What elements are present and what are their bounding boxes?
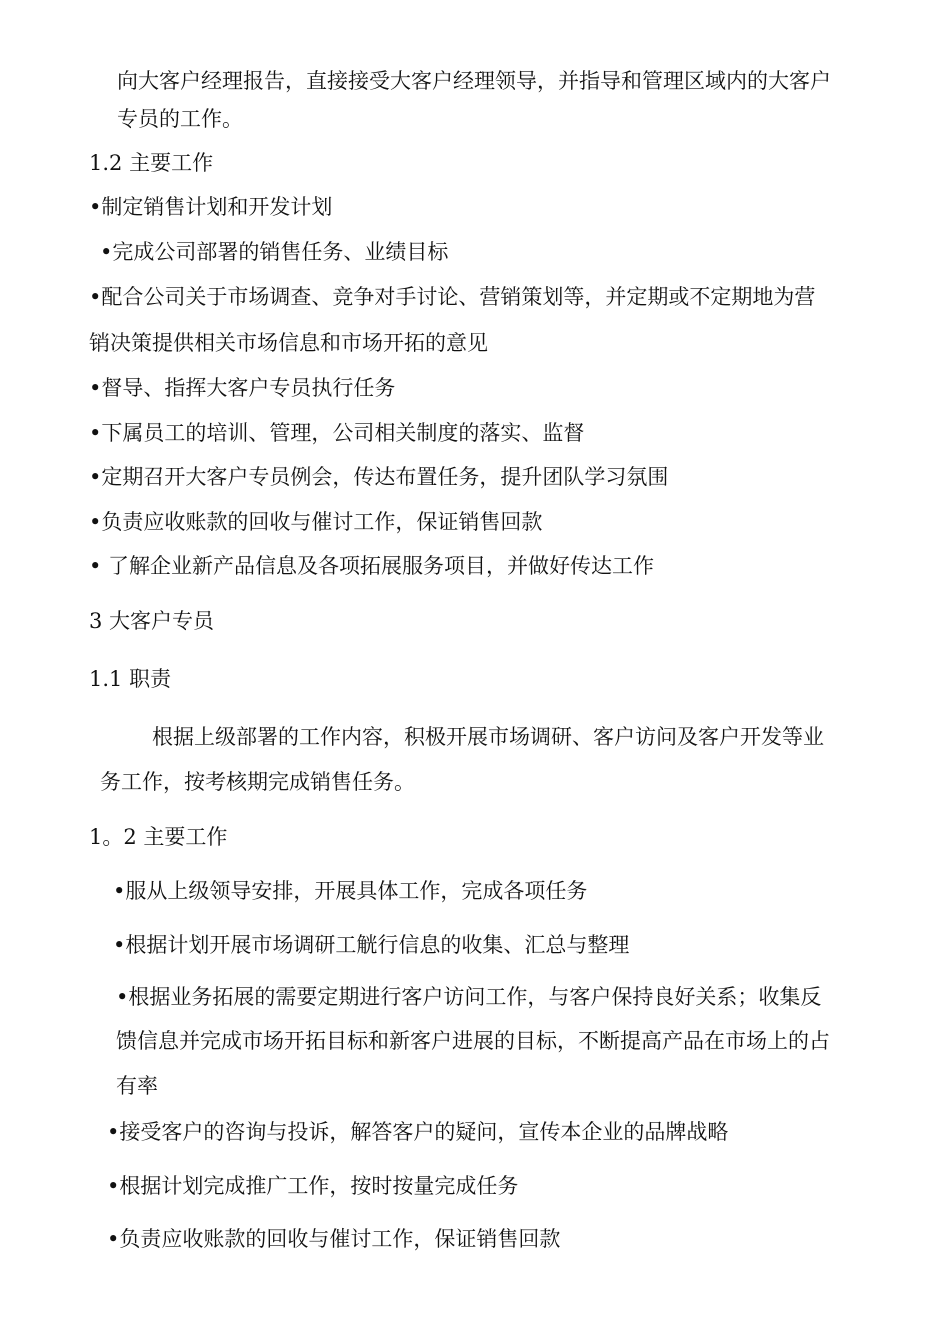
list-item: •负责应收账款的回收与催讨工作，保证销售回款 [89, 510, 543, 534]
intro-line-1: 向大客户经理报告，直接接受大客户经理领导，并指导和管理区域内的大客户 [117, 69, 831, 93]
list-item: •负责应收账款的回收与催讨工作，保证销售回款 [107, 1227, 561, 1251]
list-item-continuation: 有率 [116, 1074, 158, 1098]
section-heading-key-account-specialist: 3 大客户专员 [89, 609, 215, 633]
list-item: •配合公司关于市场调查、竞争对手讨论、营销策划等，并定期或不定期地为营 [89, 285, 816, 309]
list-item: •接受客户的咨询与投诉，解答客户的疑问，宣传本企业的品牌战略 [107, 1120, 729, 1144]
list-item: •服从上级领导安排，开展具体工作，完成各项任务 [113, 879, 588, 903]
duty-paragraph-line-2: 务工作，按考核期完成销售任务。 [100, 770, 415, 794]
list-item: •根据业务拓展的需要定期进行客户访问工作，与客户保持良好关系；收集反 [116, 985, 822, 1009]
list-item: •根据计划完成推广工作，按时按量完成任务 [107, 1174, 519, 1198]
intro-line-2: 专员的工作。 [117, 107, 243, 131]
list-item: •制定销售计划和开发计划 [89, 195, 333, 219]
list-item: •督导、指挥大客户专员执行任务 [89, 376, 396, 400]
section-heading-main-work: 1.2 主要工作 [89, 151, 214, 175]
list-item: •完成公司部署的销售任务、业绩目标 [100, 240, 449, 264]
list-item: • 了解企业新产品信息及各项拓展服务项目，并做好传达工作 [89, 554, 655, 578]
list-item: •根据计划开展市场调研工觥行信息的收集、汇总与整理 [113, 933, 630, 957]
list-item-continuation: 销决策提供相关市场信息和市场开拓的意见 [89, 331, 488, 355]
subsection-heading-main-work: 1。2 主要工作 [89, 825, 228, 849]
list-item-continuation: 馈信息并完成市场开拓目标和新客户进展的目标，不断提高产品在市场上的占 [116, 1029, 830, 1053]
subsection-heading-duties: 1.1 职责 [89, 667, 172, 691]
list-item: •定期召开大客户专员例会，传达布置任务，提升团队学习氛围 [89, 465, 669, 489]
list-item: •下属员工的培训、管理，公司相关制度的落实、监督 [89, 421, 585, 445]
duty-paragraph-line-1: 根据上级部署的工作内容，积极开展市场调研、客户访问及客户开发等业 [152, 725, 824, 749]
